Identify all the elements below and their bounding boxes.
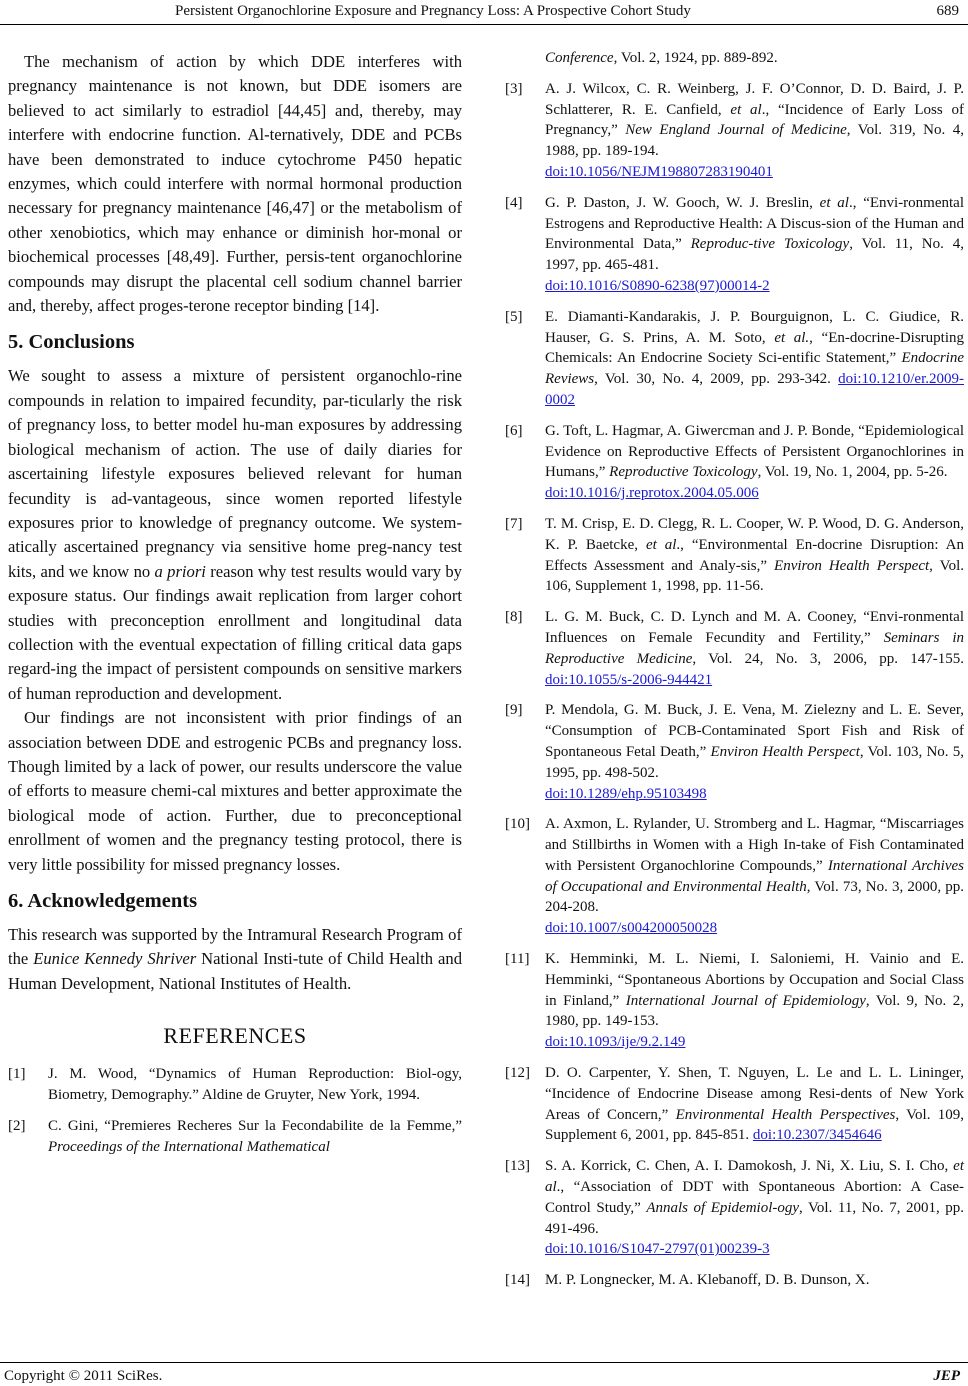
reference-text [545,1270,964,1291]
copyright-notice: Copyright © 2011 SciRes. [4,1368,163,1384]
reference-text [545,949,964,1032]
reference-text: J. M. Wood, “Dynamics of Human Reproduction: Biol-ogy, Biometry, Demography.” Aldine de Gruyter, New York, 1994. [48,1066,462,1104]
reference-item [505,79,964,183]
italic-span: Conference [545,50,614,66]
reference-list-left [8,1064,462,1157]
reference-text [545,814,964,918]
text-span: K. Hemminki, M. L. Niemi, I. Saloniemi, H. Vainio and E. Hemminki, “Spontaneous Abortions by Occupation and Social Class in Finland,” [545,951,964,1009]
reference-text [545,1156,964,1239]
italic-span: International Archives of Occupational and Environmental Health [545,857,964,895]
doi-link[interactable]: doi:10.1055/s-2006-944421 [545,671,713,688]
reference-text [545,1063,964,1146]
left-column [8,50,462,1167]
text-span: , Vol. 19, No. 1, 2004, pp. 5-26. [757,464,948,481]
text-span: M. P. Longnecker, M. A. Klebanoff, D. B. Dunson, X. [545,1272,870,1289]
discussion-paragraph: The mechanism of action by which DDE interferes with pregnancy maintenance is not known, but DDE isomers are believed to act similarly to estradiol [44,45] and, thereby, may interfere with endocrine function. Al-ternatively, DDE and PCBs have been demonstrated to induce cytochrome P450 hepatic enzymes, which could interfere with normal hormonal production necessary for pregnancy maintenance [46,47] or the metabolism of other xenobiotics, which may enhance or diminish hor-monal or biochemical processes [48,49]. Further, persis-tent organochlorine compounds may disrupt the placental cell sodium channel barrier and, thereby, affect proges-terone receptor binding [14]. [8,52,462,316]
italic-span: Reproduc-tive Toxicology [690,236,850,253]
reference-number: [4] [505,194,523,211]
reference-number: [3] [505,80,523,97]
text-span: ., “Envi-ronmental Estrogens and Reproductive Health: A Discus-sion of the Human and Environmental Data,” [545,194,964,253]
text-span: ., “Association of DDT with Spontaneous Abortion: A Case-Control Study,” [545,1179,964,1216]
text-span: P. Mendola, G. M. Buck, J. E. Vena, M. Zielezny and L. E. Sever, “Consumption of PCB-Contaminated Sport Fish and Risk of Spontaneous Fetal Death,” [545,702,964,760]
reference-list-right [505,79,964,1291]
reference-text [545,421,964,483]
text-span: , Vol. 106, Supplement 1, 1998, pp. 11-56. [545,557,964,595]
header-rule [0,24,968,25]
text-span: A. Axmon, L. Rylander, U. Stromberg and L. Hagmar, “Miscarriages and Stillbirths in Women with a High In-take of Fish Contaminated with Persistent Organochlorine Compounds,” [545,816,964,874]
doi-link[interactable]: doi:10.1056/NEJM198807283190401 [545,163,773,180]
page-number: 689 [936,3,959,19]
text-span: We sought to assess a mixture of persistent organochlo-rine compounds in relation to impaired fecundity, par-ticularly the risk of pregnancy loss, to better model hu-man exposures by addressing biological mechanism of action. The use of daily diaries for ascertaining lifestyle exposures believed relevant for human fecundity is ad-vantageous, since women reported lifestyle exposures prior to knowledge of pregnancy outcome. We system-atically ascertained pregnancy via sensitive home preg-nancy test kits, and we know no [8,366,462,581]
doi-link[interactable]: doi:10.1016/S0890-6238(97)00014-2 [545,277,770,294]
reference-item [505,421,964,504]
acknowledgements-heading: 6. Acknowledgements [8,890,198,912]
text-span: C. Gini, “Premieres Recheres Sur la Fecondabilite de la Femme,” [48,1117,462,1134]
reference-item [505,1063,964,1146]
reference-item [505,307,964,411]
italic-span: Environ Health Perspect [774,557,930,574]
reference-item [505,1156,964,1260]
footer-rule [0,1362,968,1363]
text-span: , Vol. 319, No. 4, 1988, pp. 189-194. [545,122,964,160]
page-header [0,0,968,24]
reference-text [545,79,964,162]
reference-number: [11] [505,951,530,968]
italic-span: International Journal of Epidemiology [625,992,866,1009]
text-span: G. Toft, L. Hagmar, A. Giwercman and J. P. Bonde, “Epidemiological Evidence on Reproductive Effects of Persistent Organochlorines in Humans,” [545,422,964,481]
reference-text [48,1116,462,1158]
text-span: , Vol. 73, No. 3, 2000, pp. 204-208. [545,878,964,916]
running-title: Persistent Organochlorine Exposure and Pregnancy Loss: A Prospective Cohort Study [175,3,691,19]
reference-item [505,193,964,297]
text-span: G. P. Daston, J. W. Gooch, W. J. Breslin, [545,194,820,211]
references-heading: REFERENCES [163,1023,307,1049]
text-span: ., “Incidence of Early Loss of Pregnancy,” [545,101,965,139]
reference-text [545,607,964,690]
journal-abbreviation: JEP [933,1368,960,1384]
reference-number: [7] [505,515,523,532]
italic-span: Eunice Kennedy Shriver [33,949,197,969]
reference-item [505,514,964,597]
reference-text [545,307,964,411]
text-span: , Vol. 9, No. 2, 1980, pp. 149-153. [545,992,964,1030]
doi-link[interactable]: doi:10.1007/s004200050028 [545,920,718,937]
italic-span: New England Journal of Medicine [625,122,847,139]
reference-number: [2] [8,1117,26,1134]
reference-number: [1] [8,1066,26,1083]
conclusions-heading: 5. Conclusions [8,331,135,354]
italic-span: Proceedings of the International Mathematical [48,1138,330,1155]
italic-span: et al [645,536,677,553]
doi-link[interactable]: doi:10.1289/ehp.95103498 [545,785,707,802]
text-span: L. G. M. Buck, C. D. Lynch and M. A. Cooney, “Envi-ronmental Influences on Female Fecundity and Fertility,” [545,609,964,646]
text-span: , Vol. 109, Supplement 6, 2001, pp. 845-851. [545,1106,965,1144]
reference-number: [9] [505,702,523,719]
text-span: , Vol. 30, No. 4, 2009, pp. 293-342. [594,371,839,388]
reference-item [8,1064,462,1106]
reference-number: [12] [505,1065,530,1082]
page-footer [0,1362,968,1386]
italic-span: Annals of Epidemiol-ogy [646,1199,800,1216]
text-span: ., “Environmental En-docrine Disruption: An Effects Assessment and Analy-sis,” [545,536,964,574]
reference-number: [6] [505,422,523,439]
italic-span: et al [545,1158,964,1196]
reference-text [545,700,964,783]
text-span: , Vol. 24, No. 3, 2006, pp. 147-155. [692,650,964,667]
italic-span: et al [819,194,849,211]
conclusions-paragraph-1 [8,364,462,706]
reference-number: [10] [505,816,530,833]
reference-text [545,193,964,276]
doi-link[interactable]: doi:10.1016/S1047-2797(01)00239-3 [545,1241,770,1258]
text-span: , Vol. 2, 1924, pp. 889-892. [613,50,778,66]
reference-item [505,814,964,939]
text-span: National Insti-tute of Child Health and Human Development, National Institutes of Health. [8,949,462,993]
italic-span: Environ Health Perspect [710,743,860,760]
reference-item [505,949,964,1053]
text-span: D. O. Carpenter, Y. Shen, T. Nguyen, L. Le and L. L. Lininger, “Incidence of Endocrine Disease among Resi-dents of New York Areas of Concern,” [545,1065,964,1123]
text-span: E. Diamanti-Kandarakis, J. P. Bourguignon, L. C. Giudice, R. Hauser, G. S. Prins, A. M. Soto, [545,308,964,346]
reference-item [505,700,964,804]
text-span: , “En-docrine-Disrupting Chemicals: An Endocrine Society Sci-entific Statement,” [545,329,964,367]
text-span: , Vol. 103, No. 5, 1995, pp. 498-502. [545,743,964,781]
reference-text [545,514,964,597]
reference-number: [14] [505,1272,530,1289]
conclusions-paragraph-2: Our findings are not inconsistent with prior findings of an association between DDE and estrogenic PCBs and pregnancy loss. Though limited by a lack of power, our results underscore the value of efforts to measure chemi-cal mixtures and better approximate the biological mode of action. Further, due to preconceptional enrollment of women and the pregnancy testing protocol, there is very little possibility for missed pregnancy losses. [8,708,462,874]
doi-link[interactable]: doi:10.2307/3454646 [752,1127,882,1144]
reference-item [505,607,964,690]
acknowledgements-paragraph [8,923,462,996]
text-span: reason why test results would vary by exposure status. Our findings await replication from larger cohort studies with preconception enrollment and longitudinal data collection with the eventual expectation of filling critical data gaps regard-ing the impact of persistent compounds on sensitive markers of human reproduction and development. [8,561,462,703]
text-span: , Vol. 11, No. 4, 1997, pp. 465-481. [545,236,964,274]
italic-span: et al. [774,329,810,346]
text-span: A. J. Wilcox, C. R. Weinberg, J. F. O’Connor, D. D. Baird, J. P. Schlatterer, R. E. Canfield, [545,80,964,118]
right-column [505,48,964,1301]
italic-span: Endocrine Reviews [545,350,964,388]
reference-number: [5] [505,308,523,325]
reference-item [8,1116,462,1158]
doi-link[interactable]: doi:10.1210/er.2009-0002 [545,371,964,408]
italic-span: Environmental Health Perspectives [675,1106,896,1123]
italic-span: Reproductive Toxicology [609,464,758,481]
reference-number: [8] [505,609,523,626]
text-span: , Vol. 11, No. 7, 2001, pp. 491-496. [545,1199,964,1237]
reference-continuation [505,48,964,69]
italic-span: a priori [154,561,206,581]
italic-span: et al [730,101,762,118]
doi-link[interactable]: doi:10.1093/ije/9.2.149 [545,1034,686,1051]
italic-span: Seminars in Reproductive Medicine [545,629,964,667]
text-span: This research was supported by the Intramural Research Program of the [8,925,462,969]
reference-number: [13] [505,1158,530,1175]
doi-link[interactable]: doi:10.1016/j.reprotox.2004.05.006 [545,485,759,502]
text-span: S. A. Korrick, C. Chen, A. I. Damokosh, J. Ni, X. Liu, S. I. Cho, [545,1158,954,1175]
reference-item [505,1270,964,1291]
text-span: T. M. Crisp, E. D. Clegg, R. L. Cooper, W. P. Wood, D. G. Anderson, K. P. Baetcke, [545,515,964,553]
